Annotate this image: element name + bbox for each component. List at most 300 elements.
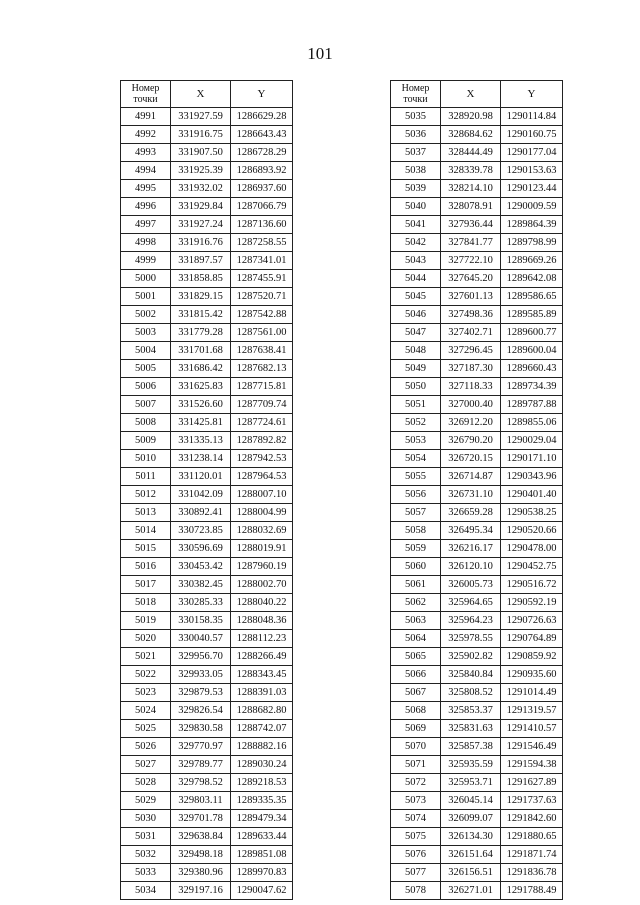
point-number-cell: 5052 — [391, 414, 441, 432]
table-row — [391, 324, 563, 342]
header-point-line1: Номер — [131, 83, 160, 94]
x-coordinate-cell: 327936.44 — [441, 216, 501, 234]
point-number-cell: 5070 — [391, 738, 441, 756]
y-coordinate-cell: 1287892.82 — [231, 432, 293, 450]
y-coordinate-cell: 1291880.65 — [501, 828, 563, 846]
x-coordinate-cell: 325953.71 — [441, 774, 501, 792]
table-row — [391, 612, 563, 630]
point-number-cell: 5024 — [121, 702, 171, 720]
x-coordinate-cell: 331916.76 — [171, 234, 231, 252]
y-coordinate-cell: 1286629.28 — [231, 108, 293, 126]
point-number-cell: 4993 — [121, 144, 171, 162]
x-coordinate-cell: 331238.14 — [171, 450, 231, 468]
y-coordinate-cell: 1290171.10 — [501, 450, 563, 468]
y-coordinate-cell: 1288048.36 — [231, 612, 293, 630]
x-coordinate-cell: 328920.98 — [441, 108, 501, 126]
y-coordinate-cell: 1289970.83 — [231, 864, 293, 882]
point-number-cell: 5032 — [121, 846, 171, 864]
x-coordinate-cell: 326156.51 — [441, 864, 501, 882]
table-row — [121, 324, 293, 342]
x-coordinate-cell: 326120.10 — [441, 558, 501, 576]
x-coordinate-cell: 331701.68 — [171, 342, 231, 360]
point-number-cell: 5030 — [121, 810, 171, 828]
x-coordinate-cell: 330596.69 — [171, 540, 231, 558]
table-row — [391, 486, 563, 504]
table-row — [391, 738, 563, 756]
x-coordinate-cell: 330723.85 — [171, 522, 231, 540]
point-number-cell: 5074 — [391, 810, 441, 828]
point-number-cell: 5064 — [391, 630, 441, 648]
y-coordinate-cell: 1287520.71 — [231, 288, 293, 306]
point-number-cell: 5007 — [121, 396, 171, 414]
point-number-cell: 5054 — [391, 450, 441, 468]
x-coordinate-cell: 331858.85 — [171, 270, 231, 288]
table-row — [391, 882, 563, 900]
y-coordinate-cell: 1289660.43 — [501, 360, 563, 378]
x-coordinate-cell: 327187.30 — [441, 360, 501, 378]
y-coordinate-cell: 1287258.55 — [231, 234, 293, 252]
y-coordinate-cell: 1290859.92 — [501, 648, 563, 666]
y-coordinate-cell: 1290123.44 — [501, 180, 563, 198]
page-number: 101 — [307, 44, 333, 63]
point-number-cell: 5000 — [121, 270, 171, 288]
point-number-cell: 4992 — [121, 126, 171, 144]
y-coordinate-cell: 1291871.74 — [501, 846, 563, 864]
point-number-cell: 5011 — [121, 468, 171, 486]
table-row — [121, 540, 293, 558]
y-coordinate-cell: 1288391.03 — [231, 684, 293, 702]
x-coordinate-cell: 326714.87 — [441, 468, 501, 486]
x-coordinate-cell: 331625.83 — [171, 378, 231, 396]
y-coordinate-cell: 1288040.22 — [231, 594, 293, 612]
point-number-cell: 5040 — [391, 198, 441, 216]
y-coordinate-cell: 1288343.45 — [231, 666, 293, 684]
table-row — [121, 162, 293, 180]
y-coordinate-cell: 1291319.57 — [501, 702, 563, 720]
y-coordinate-cell: 1290343.96 — [501, 468, 563, 486]
table-row — [121, 288, 293, 306]
y-coordinate-cell: 1290592.19 — [501, 594, 563, 612]
point-number-cell: 4997 — [121, 216, 171, 234]
y-coordinate-cell: 1290177.04 — [501, 144, 563, 162]
table-row — [121, 756, 293, 774]
y-coordinate-cell: 1287638.41 — [231, 342, 293, 360]
x-coordinate-cell: 331779.28 — [171, 324, 231, 342]
point-number-cell: 5036 — [391, 126, 441, 144]
x-coordinate-cell: 331335.13 — [171, 432, 231, 450]
y-coordinate-cell: 1287709.74 — [231, 396, 293, 414]
table-row — [391, 864, 563, 882]
y-coordinate-cell: 1287715.81 — [231, 378, 293, 396]
point-number-cell: 5017 — [121, 576, 171, 594]
x-coordinate-cell: 329826.54 — [171, 702, 231, 720]
x-coordinate-cell: 328214.10 — [441, 180, 501, 198]
y-coordinate-cell: 1290114.84 — [501, 108, 563, 126]
x-coordinate-cell: 325840.84 — [441, 666, 501, 684]
point-number-cell: 5021 — [121, 648, 171, 666]
y-coordinate-cell: 1289600.04 — [501, 342, 563, 360]
point-number-cell: 5071 — [391, 756, 441, 774]
y-coordinate-cell: 1290520.66 — [501, 522, 563, 540]
table-row — [121, 864, 293, 882]
y-coordinate-cell: 1290401.40 — [501, 486, 563, 504]
table-row — [391, 648, 563, 666]
y-coordinate-cell: 1291788.49 — [501, 882, 563, 900]
table-row — [391, 756, 563, 774]
y-coordinate-cell: 1289218.53 — [231, 774, 293, 792]
header-y: Y — [231, 81, 293, 108]
table-row — [121, 360, 293, 378]
x-coordinate-cell: 325964.23 — [441, 612, 501, 630]
y-coordinate-cell: 1287724.61 — [231, 414, 293, 432]
point-number-cell: 5068 — [391, 702, 441, 720]
y-coordinate-cell: 1291546.49 — [501, 738, 563, 756]
table-row — [121, 342, 293, 360]
point-number-cell: 5039 — [391, 180, 441, 198]
point-number-cell: 4999 — [121, 252, 171, 270]
table-row — [121, 792, 293, 810]
point-number-cell: 5010 — [121, 450, 171, 468]
x-coordinate-cell: 331932.02 — [171, 180, 231, 198]
point-number-cell: 5035 — [391, 108, 441, 126]
table-row — [121, 108, 293, 126]
table-row — [391, 504, 563, 522]
point-number-cell: 5014 — [121, 522, 171, 540]
table-row — [121, 180, 293, 198]
x-coordinate-cell: 325978.55 — [441, 630, 501, 648]
table-row — [391, 702, 563, 720]
x-coordinate-cell: 331927.59 — [171, 108, 231, 126]
x-coordinate-cell: 329789.77 — [171, 756, 231, 774]
x-coordinate-cell: 329798.52 — [171, 774, 231, 792]
table-row — [391, 666, 563, 684]
point-number-cell: 5026 — [121, 738, 171, 756]
y-coordinate-cell: 1290153.63 — [501, 162, 563, 180]
point-number-cell: 5055 — [391, 468, 441, 486]
table-row — [121, 216, 293, 234]
point-number-cell: 5066 — [391, 666, 441, 684]
table-row — [391, 522, 563, 540]
header-point-line2: точки — [403, 94, 428, 105]
x-coordinate-cell: 326151.64 — [441, 846, 501, 864]
point-number-cell: 5072 — [391, 774, 441, 792]
x-coordinate-cell: 331425.81 — [171, 414, 231, 432]
table-row — [121, 846, 293, 864]
table-row — [391, 126, 563, 144]
y-coordinate-cell: 1288112.23 — [231, 630, 293, 648]
x-coordinate-cell: 329830.58 — [171, 720, 231, 738]
y-coordinate-cell: 1287960.19 — [231, 558, 293, 576]
table-row — [391, 144, 563, 162]
point-number-cell: 5051 — [391, 396, 441, 414]
x-coordinate-cell: 326659.28 — [441, 504, 501, 522]
x-coordinate-cell: 330158.35 — [171, 612, 231, 630]
x-coordinate-cell: 329498.18 — [171, 846, 231, 864]
y-coordinate-cell: 1289855.06 — [501, 414, 563, 432]
y-coordinate-cell: 1290009.59 — [501, 198, 563, 216]
table-row — [391, 846, 563, 864]
table-row — [391, 468, 563, 486]
x-coordinate-cell: 331686.42 — [171, 360, 231, 378]
point-number-cell: 5046 — [391, 306, 441, 324]
table-row — [121, 504, 293, 522]
y-coordinate-cell: 1289585.89 — [501, 306, 563, 324]
x-coordinate-cell: 331815.42 — [171, 306, 231, 324]
y-coordinate-cell: 1289798.99 — [501, 234, 563, 252]
point-number-cell: 5023 — [121, 684, 171, 702]
table-row — [121, 378, 293, 396]
x-coordinate-cell: 330040.57 — [171, 630, 231, 648]
point-number-cell: 5002 — [121, 306, 171, 324]
point-number-cell: 5020 — [121, 630, 171, 648]
table-header-row — [391, 81, 563, 108]
y-coordinate-cell: 1291627.89 — [501, 774, 563, 792]
point-number-cell: 5062 — [391, 594, 441, 612]
point-number-cell: 5009 — [121, 432, 171, 450]
table-row — [121, 522, 293, 540]
point-number-cell: 5001 — [121, 288, 171, 306]
y-coordinate-cell: 1288002.70 — [231, 576, 293, 594]
table-row — [391, 216, 563, 234]
point-number-cell: 4991 — [121, 108, 171, 126]
y-coordinate-cell: 1288007.10 — [231, 486, 293, 504]
y-coordinate-cell: 1289633.44 — [231, 828, 293, 846]
y-coordinate-cell: 1289851.08 — [231, 846, 293, 864]
point-number-cell: 5018 — [121, 594, 171, 612]
y-coordinate-cell: 1290764.89 — [501, 630, 563, 648]
header-point-number — [121, 81, 171, 108]
y-coordinate-cell: 1290538.25 — [501, 504, 563, 522]
point-number-cell: 5031 — [121, 828, 171, 846]
y-coordinate-cell: 1290452.75 — [501, 558, 563, 576]
y-coordinate-cell: 1289479.34 — [231, 810, 293, 828]
point-number-cell: 5061 — [391, 576, 441, 594]
y-coordinate-cell: 1287682.13 — [231, 360, 293, 378]
x-coordinate-cell: 327402.71 — [441, 324, 501, 342]
y-coordinate-cell: 1287964.53 — [231, 468, 293, 486]
x-coordinate-cell: 329380.96 — [171, 864, 231, 882]
x-coordinate-cell: 329638.84 — [171, 828, 231, 846]
x-coordinate-cell: 325964.65 — [441, 594, 501, 612]
table-row — [391, 396, 563, 414]
point-number-cell: 4995 — [121, 180, 171, 198]
x-coordinate-cell: 328339.78 — [441, 162, 501, 180]
point-number-cell: 5053 — [391, 432, 441, 450]
table-row — [121, 450, 293, 468]
x-coordinate-cell: 331897.57 — [171, 252, 231, 270]
x-coordinate-cell: 327118.33 — [441, 378, 501, 396]
y-coordinate-cell: 1290516.72 — [501, 576, 563, 594]
x-coordinate-cell: 331925.39 — [171, 162, 231, 180]
table-row — [391, 774, 563, 792]
point-number-cell: 5065 — [391, 648, 441, 666]
y-coordinate-cell: 1291842.60 — [501, 810, 563, 828]
y-coordinate-cell: 1287136.60 — [231, 216, 293, 234]
y-coordinate-cell: 1291410.57 — [501, 720, 563, 738]
x-coordinate-cell: 331927.24 — [171, 216, 231, 234]
point-number-cell: 5073 — [391, 792, 441, 810]
y-coordinate-cell: 1291014.49 — [501, 684, 563, 702]
point-number-cell: 5012 — [121, 486, 171, 504]
table-row — [121, 432, 293, 450]
table-row — [121, 558, 293, 576]
x-coordinate-cell: 326216.17 — [441, 540, 501, 558]
x-coordinate-cell: 325902.82 — [441, 648, 501, 666]
x-coordinate-cell: 328684.62 — [441, 126, 501, 144]
point-number-cell: 4996 — [121, 198, 171, 216]
x-coordinate-cell: 330285.33 — [171, 594, 231, 612]
point-number-cell: 4998 — [121, 234, 171, 252]
y-coordinate-cell: 1289669.26 — [501, 252, 563, 270]
point-number-cell: 5063 — [391, 612, 441, 630]
point-number-cell: 5058 — [391, 522, 441, 540]
y-coordinate-cell: 1287341.01 — [231, 252, 293, 270]
y-coordinate-cell: 1287561.00 — [231, 324, 293, 342]
y-coordinate-cell: 1291594.38 — [501, 756, 563, 774]
table-row — [121, 234, 293, 252]
table-row — [121, 594, 293, 612]
x-coordinate-cell: 326271.01 — [441, 882, 501, 900]
x-coordinate-cell: 326720.15 — [441, 450, 501, 468]
y-coordinate-cell: 1286893.92 — [231, 162, 293, 180]
x-coordinate-cell: 330453.42 — [171, 558, 231, 576]
y-coordinate-cell: 1286643.43 — [231, 126, 293, 144]
point-number-cell: 5003 — [121, 324, 171, 342]
table-row — [391, 576, 563, 594]
x-coordinate-cell: 329879.53 — [171, 684, 231, 702]
table-row — [391, 450, 563, 468]
table-row — [391, 684, 563, 702]
x-coordinate-cell: 331120.01 — [171, 468, 231, 486]
y-coordinate-cell: 1289787.88 — [501, 396, 563, 414]
point-number-cell: 5033 — [121, 864, 171, 882]
table-row — [121, 738, 293, 756]
table-row — [391, 270, 563, 288]
table-row — [391, 540, 563, 558]
point-number-cell: 5037 — [391, 144, 441, 162]
table-row — [121, 684, 293, 702]
point-number-cell: 5049 — [391, 360, 441, 378]
table-row — [121, 612, 293, 630]
y-coordinate-cell: 1288032.69 — [231, 522, 293, 540]
point-number-cell: 5019 — [121, 612, 171, 630]
x-coordinate-cell: 330382.45 — [171, 576, 231, 594]
table-row — [391, 720, 563, 738]
point-number-cell: 5075 — [391, 828, 441, 846]
x-coordinate-cell: 329197.16 — [171, 882, 231, 900]
x-coordinate-cell: 328078.91 — [441, 198, 501, 216]
point-number-cell: 5060 — [391, 558, 441, 576]
table-row — [121, 270, 293, 288]
table-row — [121, 828, 293, 846]
x-coordinate-cell: 331526.60 — [171, 396, 231, 414]
y-coordinate-cell: 1289335.35 — [231, 792, 293, 810]
table-row — [121, 252, 293, 270]
table-row — [121, 144, 293, 162]
table-row — [391, 360, 563, 378]
x-coordinate-cell: 325831.63 — [441, 720, 501, 738]
y-coordinate-cell: 1289586.65 — [501, 288, 563, 306]
y-coordinate-cell: 1288266.49 — [231, 648, 293, 666]
table-row — [391, 252, 563, 270]
y-coordinate-cell: 1287455.91 — [231, 270, 293, 288]
point-number-cell: 5029 — [121, 792, 171, 810]
point-number-cell: 5067 — [391, 684, 441, 702]
y-coordinate-cell: 1290047.62 — [231, 882, 293, 900]
table-row — [391, 180, 563, 198]
point-number-cell: 5025 — [121, 720, 171, 738]
point-number-cell: 5006 — [121, 378, 171, 396]
x-coordinate-cell: 331042.09 — [171, 486, 231, 504]
table-row — [391, 630, 563, 648]
y-coordinate-cell: 1287066.79 — [231, 198, 293, 216]
y-coordinate-cell: 1290029.04 — [501, 432, 563, 450]
y-coordinate-cell: 1288019.91 — [231, 540, 293, 558]
table-row — [121, 576, 293, 594]
x-coordinate-cell: 328444.49 — [441, 144, 501, 162]
point-number-cell: 5005 — [121, 360, 171, 378]
y-coordinate-cell: 1288742.07 — [231, 720, 293, 738]
y-coordinate-cell: 1288882.16 — [231, 738, 293, 756]
x-coordinate-cell: 327841.77 — [441, 234, 501, 252]
point-number-cell: 5077 — [391, 864, 441, 882]
y-coordinate-cell: 1290726.63 — [501, 612, 563, 630]
point-number-cell: 5004 — [121, 342, 171, 360]
y-coordinate-cell: 1288682.80 — [231, 702, 293, 720]
point-number-cell: 5078 — [391, 882, 441, 900]
x-coordinate-cell: 325857.38 — [441, 738, 501, 756]
x-coordinate-cell: 329933.05 — [171, 666, 231, 684]
point-number-cell: 5042 — [391, 234, 441, 252]
table-row — [121, 126, 293, 144]
point-number-cell: 5041 — [391, 216, 441, 234]
y-coordinate-cell: 1286937.60 — [231, 180, 293, 198]
y-coordinate-cell: 1289864.39 — [501, 216, 563, 234]
table-row — [121, 666, 293, 684]
x-coordinate-cell: 326912.20 — [441, 414, 501, 432]
header-x: X — [441, 81, 501, 108]
point-number-cell: 5022 — [121, 666, 171, 684]
table-row — [121, 630, 293, 648]
table-row — [121, 306, 293, 324]
table-row — [391, 378, 563, 396]
y-coordinate-cell: 1287542.88 — [231, 306, 293, 324]
y-coordinate-cell: 1288004.99 — [231, 504, 293, 522]
point-number-cell: 5015 — [121, 540, 171, 558]
y-coordinate-cell: 1289030.24 — [231, 756, 293, 774]
table-row — [391, 288, 563, 306]
x-coordinate-cell: 331929.84 — [171, 198, 231, 216]
table-row — [121, 396, 293, 414]
header-point-number — [391, 81, 441, 108]
table-row — [391, 306, 563, 324]
table-row — [121, 774, 293, 792]
x-coordinate-cell: 329803.11 — [171, 792, 231, 810]
x-coordinate-cell: 326731.10 — [441, 486, 501, 504]
table-row — [121, 468, 293, 486]
x-coordinate-cell: 327000.40 — [441, 396, 501, 414]
table-row — [121, 486, 293, 504]
table-row — [391, 414, 563, 432]
table-row — [391, 234, 563, 252]
point-number-cell: 5050 — [391, 378, 441, 396]
point-number-cell: 5076 — [391, 846, 441, 864]
x-coordinate-cell: 331829.15 — [171, 288, 231, 306]
point-number-cell: 5057 — [391, 504, 441, 522]
table-row — [391, 432, 563, 450]
x-coordinate-cell: 327296.45 — [441, 342, 501, 360]
table-row — [121, 720, 293, 738]
